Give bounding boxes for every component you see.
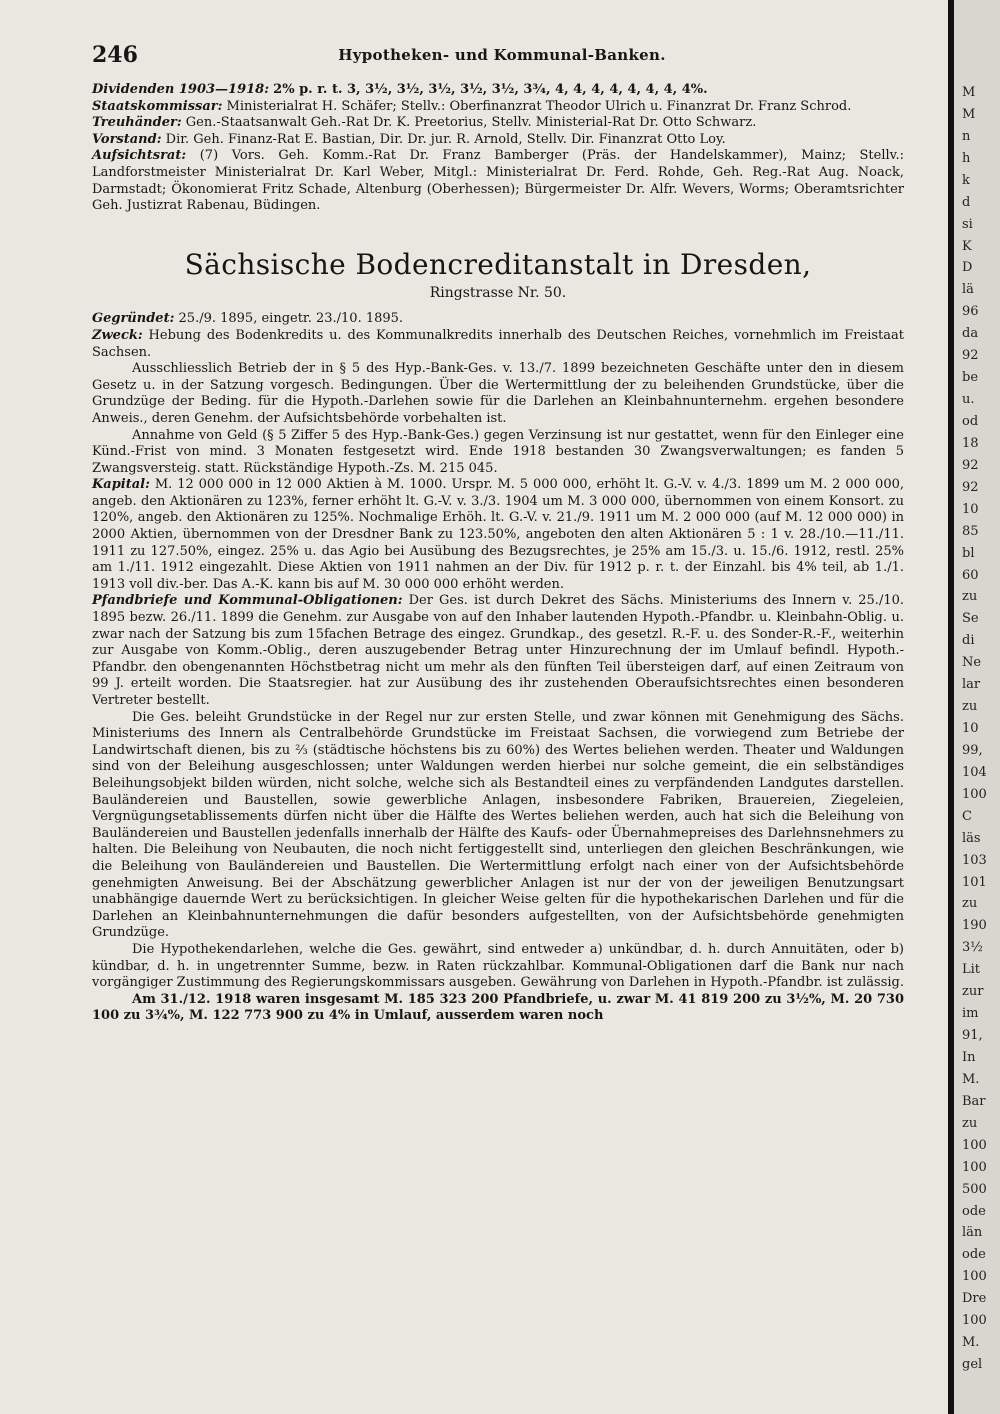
- strip-line: zu: [962, 699, 978, 714]
- strip-line: län: [962, 1225, 983, 1240]
- strip-line: M.: [962, 1335, 980, 1350]
- strip-line: k: [962, 173, 970, 188]
- strip-line: 99,: [962, 743, 983, 758]
- strip-line: 100: [962, 787, 987, 802]
- strip-line: od: [962, 414, 979, 429]
- adjacent-page-strip: [948, 0, 1000, 1414]
- strip-line: di: [962, 633, 975, 648]
- strip-line: Dre: [962, 1291, 987, 1306]
- company-address: Ringstrasse Nr. 50.: [429, 284, 567, 301]
- strip-line: 10: [962, 721, 979, 736]
- pfandbriefe-label: Pfandbriefe und Kommunal-Obligationen:: [92, 593, 403, 609]
- strip-line: zu: [962, 896, 978, 911]
- strip-line: 100: [962, 1269, 987, 1284]
- running-title: Hypotheken- und Kommunal-Banken.: [338, 46, 666, 64]
- darlehen-paragraph: Die Hypothekendarlehen, welche die Ges. gewährt, sind entweder a) unkündbar, d. h. durch Annuitäten, oder b) kündbar, d. h. in ungetrennter Summe, bezw. in Raten rückzahlbar. Kommunal-Obligationen darf die Bank nur nach vorgängiger Zustimmung des Regierungskommissars ausgeben. Gewährung von Darlehen in Hypoth.-Pfandbr. ist zulässig.: [92, 941, 904, 991]
- strip-line: ode: [962, 1204, 986, 1219]
- aufsichtsrat-paragraph: [92, 148, 904, 214]
- vorstand-text: Dir. Geh. Finanz-Rat E. Bastian, Dir. Dr. jur. R. Arnold, Stellv. Dir. Finanzrat Otto Loy.: [165, 131, 726, 147]
- zweck-paragraph-2: Ausschliesslich Betrieb der in § 5 des Hyp.-Bank-Ges. v. 13./7. 1899 bezeichneten Geschäfte unter den in diesem Gesetz u. in der Satzung vorgesch. Bedingungen. Über die Wertermittlung der zu beleihenden Grundstücke, über die Grundzüge der Beding. für die Hypoth.-Darlehen sowie für die Darlehen an Kleinbahnunternehm. ergehen besondere Anweis., deren Genehm. der Aufsichtsbehörde vorbehalten ist.: [92, 361, 904, 426]
- strip-line: D: [962, 260, 973, 275]
- kapital-paragraph: [92, 477, 904, 593]
- strip-line: h: [962, 151, 971, 166]
- strip-line: Lit: [962, 962, 981, 977]
- strip-line: 3½: [962, 940, 983, 955]
- company-title: Sächsische Bodencreditanstalt in Dresden,: [184, 247, 812, 281]
- strip-line: d: [962, 195, 971, 210]
- strip-line: im: [962, 1006, 979, 1021]
- strip-line: läs: [962, 831, 981, 846]
- strip-line: M: [962, 107, 976, 122]
- strip-line: da: [962, 326, 979, 341]
- strip-line: 500: [962, 1182, 987, 1197]
- vorstand-label: Vorstand:: [92, 131, 162, 147]
- strip-line: Ne: [962, 655, 982, 670]
- strip-line: 92: [962, 348, 979, 363]
- strip-line: 92: [962, 480, 979, 495]
- aufsichtsrat-label: Aufsichtsrat:: [92, 148, 187, 164]
- dividenden-text: 2% p. r. t. 3, 3½, 3½, 3½, 3½, 3½, 3¾, 4, 4, 4, 4, 4, 4, 4, 4%.: [273, 82, 708, 97]
- umlauf-paragraph: Am 31./12. 1918 waren insgesamt M. 185 323 200 Pfandbriefe, u. zwar M. 41 819 200 zu 3½%, M. 20 730 100 zu 3¾%, M. 122 773 900 zu 4% in Umlauf, ausserdem waren noch: [92, 991, 904, 1024]
- strip-line: u.: [962, 392, 975, 407]
- treuhaender-paragraph: [92, 115, 904, 132]
- strip-line: be: [962, 370, 979, 385]
- treuhaender-text: Gen.-Staatsanwalt Geh.-Rat Dr. K. Preetorius, Stellv. Ministerial-Rat Dr. Otto Schwarz.: [185, 115, 757, 131]
- vorstand-paragraph: [92, 132, 904, 149]
- strip-line: 100: [962, 1313, 987, 1328]
- strip-line: bl: [962, 546, 975, 561]
- page-header: [92, 42, 912, 72]
- zweck-text: Hebung des Bodenkredits u. des Kommunalkredits innerhalb des Deutschen Reiches, vornehmlich im Freistaat Sachsen.: [92, 327, 904, 360]
- zweck-paragraph: [92, 328, 904, 361]
- staatskommissar-label: Staatskommissar:: [92, 98, 223, 114]
- strip-line: 100: [962, 1138, 987, 1153]
- strip-line: K: [962, 239, 972, 254]
- strip-line: 92: [962, 458, 979, 473]
- strip-line: 103: [962, 853, 987, 868]
- gegruendet-label: Gegründet:: [92, 311, 175, 327]
- strip-line: zu: [962, 589, 978, 604]
- staatskommissar-text: Ministerialrat H. Schäfer; Stellv.: Oberfinanzrat Theodor Ulrich u. Finanzrat Dr. Franz Schrod.: [226, 98, 852, 114]
- strip-line: 100: [962, 1160, 987, 1175]
- strip-line: 10: [962, 502, 979, 517]
- staatskommissar-paragraph: [92, 99, 904, 116]
- strip-line: 85: [962, 524, 979, 539]
- strip-line: 190: [962, 918, 987, 933]
- page-number: 246: [92, 42, 138, 68]
- strip-line: Bar: [962, 1094, 986, 1109]
- zweck-label: Zweck:: [92, 327, 143, 343]
- strip-line: In: [962, 1050, 976, 1065]
- strip-line: lä: [962, 282, 974, 297]
- strip-line: 104: [962, 765, 987, 780]
- gegruendet-paragraph: [92, 311, 904, 328]
- text-column: [92, 82, 904, 1025]
- strip-line: Se: [962, 611, 979, 626]
- strip-line: lar: [962, 677, 981, 692]
- strip-line: n: [962, 129, 971, 144]
- strip-line: ode: [962, 1247, 986, 1262]
- kapital-label: Kapital:: [92, 477, 150, 493]
- aufsichtsrat-text: (7) Vors. Geh. Komm.-Rat Dr. Franz Bamberger (Präs. der Handelskammer), Mainz; Stellv.: Landforstmeister Ministerialrat Dr. Karl Weber, Mitgl.: Ministerialrat Dr. Ferd. Rohde, Geh. Reg.-Rat Aug. Noack, Darmstadt; Ökonomierat Fritz Schade, Altenburg (Oberhessen); Bürgermeister Dr. Alfr. Wevers, Worms; Oberamtsrichter Geh. Justizrat Rabenau, Büdingen.: [92, 148, 904, 214]
- pfandbriefe-paragraph: [92, 593, 904, 709]
- zweck-paragraph-3: Annahme von Geld (§ 5 Ziffer 5 des Hyp.-Bank-Ges.) gegen Verzinsung ist nur gestattet, wenn für den Einleger eine Künd.-Frist von mind. 3 Monaten festgesetzt wird. Ende 1918 bestanden 30 Zwangsverwaltungen; es fanden 5 Zwangsversteig. statt. Rückständige Hypoth.-Zs. M. 215 045.: [92, 427, 904, 476]
- dividenden-label: Dividenden 1903—1918:: [92, 82, 270, 97]
- strip-line: si: [962, 217, 973, 232]
- strip-line: 101: [962, 875, 987, 890]
- treuhaender-label: Treuhänder:: [92, 115, 182, 131]
- strip-line: C: [962, 809, 972, 824]
- gegruendet-text: 25./9. 1895, eingetr. 23./10. 1895.: [178, 311, 404, 327]
- strip-line: 91,: [962, 1028, 983, 1043]
- strip-line: gel: [962, 1357, 983, 1372]
- strip-line: zu: [962, 1116, 978, 1131]
- strip-line: M: [962, 85, 976, 100]
- strip-line: 96: [962, 304, 979, 319]
- strip-line: 60: [962, 568, 979, 583]
- dividenden-paragraph: [92, 82, 904, 99]
- strip-line: M.: [962, 1072, 980, 1087]
- strip-line: 18: [962, 436, 979, 451]
- strip-line: zur: [962, 984, 984, 999]
- pfandbriefe-text: Der Ges. ist durch Dekret des Sächs. Ministeriums des Innern v. 25./10. 1895 bezw. 26./11. 1899 die Genehm. zur Ausgabe von auf den Inhaber lautenden Hypoth.-Pfandbr. u. Kleinbahn-Oblig. u. zwar nach der Satzung bis zum 15fachen Betrage des eingez. Grundkap., des gesetzl. R.-F. u. des Sonder-R.-F., weiterhin zur Ausgabe von Komm.-Oblig., deren auszugebender Betrag unter Hinzurechnung der im Umlauf befindl. Hypoth.-Pfandbr. den obengenannten Höchstbetrag nicht um mehr als den fünften Teil übersteigen darf, auf einen Zeitraum von 99 J. erteilt worden. Die Staatsregier. hat zur Ausübung des ihr zustehenden Oberaufsichtsrechtes einen besonderen Vertreter bestellt.: [92, 593, 904, 708]
- kapital-text: M. 12 000 000 in 12 000 Aktien à M. 1000. Urspr. M. 5 000 000, erhöht lt. G.-V. v. 4./3. 1899 um M. 2 000 000, angeb. den Aktionären zu 123%, ferner erhöht lt. G.-V. v. 3./3. 1904 um M. 3 000 000, übernommen von einem Konsort. zu 120%, angeb. den Aktionären zu 125%. Nochmalige Erhöh. lt. G.-V. v. 21./9. 1911 um M. 2 000 000 (auf M. 12 000 000) in 2000 Aktien, übernommen von der Dresdner Bank zu 123.50%, angeboten den alten Aktionären 5 : 1 v. 28./10.—11./11. 1911 zu 127.50%, eingez. 25% u. das Agio bei Ausübung des Bezugsrechtes, je 25% am 15./3. u. 15./6. 1912, restl. 25% am 1./11. 1912 eingezahlt. Diese Aktien von 1911 nahmen an der Div. für 1912 p. r. t. der Einzahl. bis 4% teil, ab 1./1. 1913 voll div.-ber. Das A.-K. kann bis auf M. 30 000 000 erhöht werden.: [92, 477, 904, 592]
- beleihung-paragraph: Die Ges. beleiht Grundstücke in der Regel nur zur ersten Stelle, und zwar können mit Genehmigung des Sächs. Ministeriums des Innern als Centralbehörde Grundstücke im Freistaat Sachsen, die vorwiegend zum Betriebe der Landwirtschaft dienen, bis zu ⅔ (städtische höchstens bis zu 60%) des Wertes beliehen werden. Theater und Waldungen sind von der Beleihung ausgeschlossen; unter Waldungen werden hierbei nur solche gemeint, die ein selbständiges Beleihungsobjekt bilden würden, nicht solche, welche sich als Bestandteil eines zu verpfändenden Landgutes darstellen. Bauländereien und Baustellen, sowie gewerbliche Anlagen, insbesondere Fabriken, Brauereien, Ziegeleien, Vergnügungsetablissements dürfen nicht über die Hälfte des Wertes beliehen werden, auch hat sich die Beleihung von Bauländereien und Baustellen jedenfalls innerhalb der Hälfte des Kaufs- oder Übernahmepreises des Darlehnsnehmers zu halten. Die Beleihung von Neubauten, die noch nicht fertiggestellt sind, unterliegen den gleichen Beschränkungen, wie die Beleihung von Bauländereien und Baustellen. Die Wertermittlung erfolgt nach einer von der Aufsichtsbehörde genehmigten Anweisung. Bei der Abschätzung gewerblicher Anlagen ist nur der von der jeweiligen Benutzungsart unabhängige dauernde Wert zu berücksichtigen. In gleicher Weise gelten für die hypothekarischen Darlehen und für die Darlehen an Kleinbahnunternehmungen die dafür besonders aufgestellten, von der Aufsichtsbehörde genehmigten Grundzüge.: [92, 709, 904, 941]
